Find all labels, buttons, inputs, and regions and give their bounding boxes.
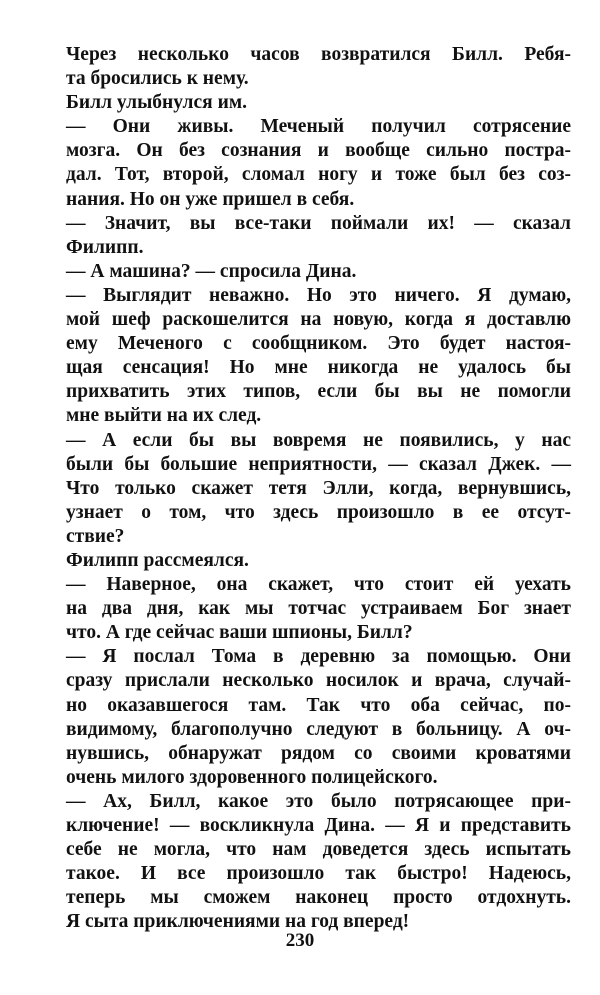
text-line: нания. Но он уже пришел в себя.: [66, 188, 355, 210]
text-line: — Ах, Билл, какое это было потрясающее при-: [66, 790, 571, 812]
text-line: прихватить этих типов, если бы вы не помогли: [66, 381, 571, 403]
text-line: — Значит, вы все-таки поймали их! — сказал: [66, 212, 571, 234]
text-line: были бы большие неприятности, — сказал Джек. —: [66, 453, 571, 475]
body-text: [66, 43, 571, 934]
text-line: мне выйти на их след.: [66, 405, 262, 427]
text-line: себе не могла, что нам доведется здесь испытать: [66, 839, 571, 861]
text-line: что. А где сейчас ваши шпионы, Билл?: [66, 622, 413, 644]
text-line: очень милого здоровенного полицейского.: [66, 766, 438, 788]
text-line: та бросились к нему.: [66, 68, 249, 90]
text-line: узнает о том, что здесь произошло в ее отсут-: [66, 501, 571, 523]
text-line: сразу прислали несколько носилок и врача, случай-: [66, 670, 571, 692]
text-line: Что только скажет тетя Элли, когда, вернувшись,: [66, 477, 571, 499]
text-line: дал. Тот, второй, сломал ногу и тоже был без соз-: [66, 164, 571, 186]
text-line: такое. И все произошло так быстро! Надеюсь,: [66, 863, 571, 885]
text-line: теперь мы сможем наконец просто отдохнуть.: [66, 887, 571, 909]
text-line: — Наверное, она скажет, что стоит ей уехать: [66, 574, 571, 596]
text-line: Я сыта приключениями на год вперед!: [66, 911, 410, 933]
text-line: — А если бы вы вовремя не появились, у нас: [66, 429, 571, 451]
page-number: 230: [285, 930, 315, 951]
text-line: — Я послал Тома в деревню за помощью. Они: [66, 646, 571, 668]
text-line: мой шеф раскошелится на новую, когда я доставлю: [66, 309, 571, 331]
text-line: видимому, благополучно следуют в больницу. А оч-: [66, 718, 571, 740]
text-line: Через несколько часов возвратился Билл. Ребя-: [66, 44, 571, 65]
text-line: — Они живы. Меченый получил сотрясение: [66, 116, 571, 138]
text-line: мозга. Он без сознания и вообще сильно постра-: [66, 140, 571, 162]
text-line: ключение! — воскликнула Дина. — Я и представить: [66, 815, 571, 836]
text-line: но оказавшегося там. Так что оба сейчас, по-: [66, 694, 571, 716]
text-line: Филипп рассмеялся.: [66, 549, 249, 571]
text-line: ствие?: [66, 525, 125, 547]
text-line: Филипп.: [66, 236, 144, 258]
text-line: — А машина? — спросила Дина.: [66, 260, 357, 282]
text-line: Билл улыбнулся им.: [66, 92, 247, 114]
text-line: на два дня, как мы тотчас устраиваем Бог знает: [66, 598, 571, 620]
text-line: щая сенсация! Но мне никогда не удалось бы: [66, 357, 571, 379]
text-line: нувшись, обнаружат рядом со своими кроватями: [66, 742, 571, 764]
text-line: — Выглядит неважно. Но это ничего. Я думаю,: [66, 284, 571, 306]
text-line: ему Меченого с сообщником. Это будет настоя-: [66, 333, 571, 355]
